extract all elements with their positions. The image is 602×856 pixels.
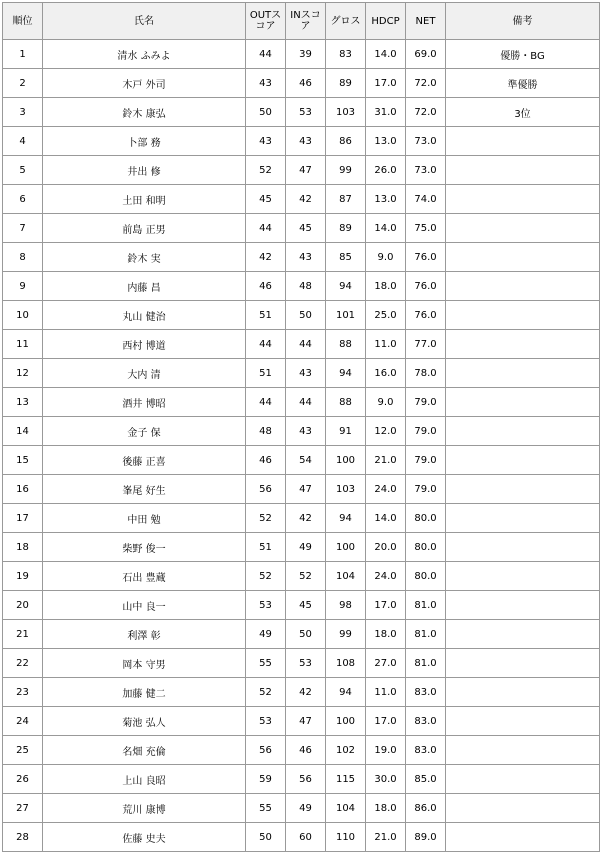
cell-net: 85.0 — [406, 765, 446, 794]
cell-in-score: 56 — [286, 765, 326, 794]
cell-rank: 7 — [3, 214, 43, 243]
cell-note — [446, 475, 600, 504]
table-row — [3, 156, 600, 185]
cell-in-score: 42 — [286, 504, 326, 533]
cell-out-score: 51 — [246, 533, 286, 562]
table-row — [3, 823, 600, 852]
cell-name: 清水 ふみよ — [43, 40, 246, 69]
cell-net: 80.0 — [406, 562, 446, 591]
cell-gross: 103 — [326, 98, 366, 127]
cell-net: 80.0 — [406, 533, 446, 562]
cell-note — [446, 185, 600, 214]
table-row — [3, 69, 600, 98]
cell-name: 前島 正男 — [43, 214, 246, 243]
cell-out-score: 53 — [246, 591, 286, 620]
cell-note — [446, 243, 600, 272]
cell-name: 中田 勉 — [43, 504, 246, 533]
cell-gross: 98 — [326, 591, 366, 620]
table-row — [3, 388, 600, 417]
cell-name: 井出 修 — [43, 156, 246, 185]
cell-rank: 9 — [3, 272, 43, 301]
cell-rank: 24 — [3, 707, 43, 736]
cell-rank: 11 — [3, 330, 43, 359]
cell-net: 74.0 — [406, 185, 446, 214]
cell-note: 3位 — [446, 98, 600, 127]
cell-out-score: 44 — [246, 388, 286, 417]
cell-name: 鈴木 実 — [43, 243, 246, 272]
cell-rank: 6 — [3, 185, 43, 214]
cell-in-score: 43 — [286, 127, 326, 156]
table-row — [3, 475, 600, 504]
cell-out-score: 43 — [246, 69, 286, 98]
cell-hdcp: 13.0 — [366, 127, 406, 156]
cell-net: 83.0 — [406, 736, 446, 765]
cell-name: 西村 博道 — [43, 330, 246, 359]
table-row — [3, 794, 600, 823]
cell-hdcp: 11.0 — [366, 678, 406, 707]
cell-note — [446, 562, 600, 591]
cell-net: 86.0 — [406, 794, 446, 823]
cell-out-score: 45 — [246, 185, 286, 214]
cell-note — [446, 707, 600, 736]
header-rank: 順位 — [3, 3, 43, 40]
cell-hdcp: 24.0 — [366, 562, 406, 591]
cell-hdcp: 24.0 — [366, 475, 406, 504]
cell-in-score: 45 — [286, 214, 326, 243]
table-row — [3, 40, 600, 69]
cell-note — [446, 388, 600, 417]
cell-out-score: 48 — [246, 417, 286, 446]
table-row — [3, 446, 600, 475]
cell-hdcp: 18.0 — [366, 794, 406, 823]
cell-net: 76.0 — [406, 243, 446, 272]
cell-name: 菊池 弘人 — [43, 707, 246, 736]
cell-gross: 101 — [326, 301, 366, 330]
cell-note — [446, 301, 600, 330]
cell-out-score: 52 — [246, 562, 286, 591]
cell-rank: 4 — [3, 127, 43, 156]
cell-rank: 5 — [3, 156, 43, 185]
cell-hdcp: 16.0 — [366, 359, 406, 388]
cell-out-score: 43 — [246, 127, 286, 156]
cell-hdcp: 30.0 — [366, 765, 406, 794]
cell-out-score: 46 — [246, 272, 286, 301]
cell-name: 内藤 昌 — [43, 272, 246, 301]
cell-rank: 20 — [3, 591, 43, 620]
cell-in-score: 46 — [286, 69, 326, 98]
cell-hdcp: 17.0 — [366, 707, 406, 736]
header-hdcp: HDCP — [366, 3, 406, 40]
cell-net: 72.0 — [406, 69, 446, 98]
cell-out-score: 59 — [246, 765, 286, 794]
cell-name: 卜部 務 — [43, 127, 246, 156]
table-row — [3, 678, 600, 707]
header-out-score: OUTスコア — [246, 3, 286, 40]
table-row — [3, 98, 600, 127]
cell-note — [446, 156, 600, 185]
table-row — [3, 243, 600, 272]
cell-rank: 3 — [3, 98, 43, 127]
cell-name: 石出 豊蔵 — [43, 562, 246, 591]
table-row — [3, 185, 600, 214]
cell-in-score: 39 — [286, 40, 326, 69]
table-row — [3, 591, 600, 620]
cell-note — [446, 446, 600, 475]
table-row — [3, 272, 600, 301]
cell-note — [446, 794, 600, 823]
cell-out-score: 52 — [246, 156, 286, 185]
cell-rank: 23 — [3, 678, 43, 707]
cell-name: 柴野 俊一 — [43, 533, 246, 562]
cell-name: 丸山 健治 — [43, 301, 246, 330]
cell-name: 峯尾 好生 — [43, 475, 246, 504]
cell-name: 後藤 正喜 — [43, 446, 246, 475]
cell-net: 83.0 — [406, 707, 446, 736]
cell-gross: 88 — [326, 330, 366, 359]
cell-in-score: 43 — [286, 359, 326, 388]
cell-gross: 104 — [326, 794, 366, 823]
cell-rank: 17 — [3, 504, 43, 533]
cell-net: 79.0 — [406, 446, 446, 475]
cell-net: 81.0 — [406, 649, 446, 678]
cell-rank: 27 — [3, 794, 43, 823]
cell-hdcp: 27.0 — [366, 649, 406, 678]
header-row — [3, 3, 600, 40]
cell-name: 山中 良一 — [43, 591, 246, 620]
cell-name: 加藤 健二 — [43, 678, 246, 707]
cell-name: 岡本 守男 — [43, 649, 246, 678]
cell-hdcp: 19.0 — [366, 736, 406, 765]
cell-gross: 102 — [326, 736, 366, 765]
cell-rank: 18 — [3, 533, 43, 562]
cell-net: 79.0 — [406, 417, 446, 446]
cell-in-score: 44 — [286, 330, 326, 359]
cell-net: 79.0 — [406, 475, 446, 504]
cell-net: 69.0 — [406, 40, 446, 69]
cell-in-score: 54 — [286, 446, 326, 475]
cell-out-score: 44 — [246, 330, 286, 359]
cell-hdcp: 17.0 — [366, 591, 406, 620]
cell-name: 利澤 彰 — [43, 620, 246, 649]
table-row — [3, 330, 600, 359]
cell-note — [446, 214, 600, 243]
cell-gross: 94 — [326, 272, 366, 301]
cell-net: 81.0 — [406, 591, 446, 620]
cell-rank: 14 — [3, 417, 43, 446]
cell-net: 89.0 — [406, 823, 446, 852]
cell-rank: 15 — [3, 446, 43, 475]
cell-hdcp: 14.0 — [366, 214, 406, 243]
cell-note — [446, 127, 600, 156]
cell-out-score: 46 — [246, 446, 286, 475]
cell-rank: 16 — [3, 475, 43, 504]
cell-out-score: 55 — [246, 649, 286, 678]
table-header — [3, 3, 600, 40]
table-row — [3, 301, 600, 330]
cell-out-score: 55 — [246, 794, 286, 823]
cell-gross: 115 — [326, 765, 366, 794]
cell-in-score: 47 — [286, 707, 326, 736]
cell-gross: 89 — [326, 214, 366, 243]
cell-note — [446, 417, 600, 446]
cell-note — [446, 736, 600, 765]
cell-net: 75.0 — [406, 214, 446, 243]
cell-gross: 100 — [326, 707, 366, 736]
cell-net: 80.0 — [406, 504, 446, 533]
table-row — [3, 707, 600, 736]
cell-gross: 104 — [326, 562, 366, 591]
cell-name: 土田 和明 — [43, 185, 246, 214]
cell-out-score: 50 — [246, 823, 286, 852]
table-row — [3, 765, 600, 794]
cell-out-score: 42 — [246, 243, 286, 272]
cell-rank: 28 — [3, 823, 43, 852]
cell-rank: 21 — [3, 620, 43, 649]
cell-note — [446, 272, 600, 301]
cell-note — [446, 504, 600, 533]
cell-gross: 94 — [326, 504, 366, 533]
cell-gross: 87 — [326, 185, 366, 214]
table-row — [3, 214, 600, 243]
cell-rank: 2 — [3, 69, 43, 98]
cell-gross: 94 — [326, 359, 366, 388]
cell-out-score: 50 — [246, 98, 286, 127]
cell-hdcp: 17.0 — [366, 69, 406, 98]
cell-in-score: 53 — [286, 649, 326, 678]
cell-in-score: 50 — [286, 620, 326, 649]
cell-hdcp: 26.0 — [366, 156, 406, 185]
cell-rank: 10 — [3, 301, 43, 330]
cell-gross: 83 — [326, 40, 366, 69]
cell-out-score: 44 — [246, 40, 286, 69]
cell-note — [446, 591, 600, 620]
cell-rank: 26 — [3, 765, 43, 794]
table-body — [3, 40, 600, 852]
cell-in-score: 43 — [286, 243, 326, 272]
cell-gross: 99 — [326, 620, 366, 649]
cell-gross: 103 — [326, 475, 366, 504]
cell-out-score: 51 — [246, 301, 286, 330]
cell-gross: 89 — [326, 69, 366, 98]
cell-name: 酒井 博昭 — [43, 388, 246, 417]
table-row — [3, 127, 600, 156]
cell-gross: 86 — [326, 127, 366, 156]
table-row — [3, 562, 600, 591]
cell-hdcp: 14.0 — [366, 40, 406, 69]
cell-name: 金子 保 — [43, 417, 246, 446]
header-note: 備考 — [446, 3, 600, 40]
header-in-score: INスコア — [286, 3, 326, 40]
cell-hdcp: 31.0 — [366, 98, 406, 127]
cell-gross: 100 — [326, 446, 366, 475]
cell-out-score: 49 — [246, 620, 286, 649]
cell-rank: 8 — [3, 243, 43, 272]
cell-out-score: 53 — [246, 707, 286, 736]
cell-gross: 108 — [326, 649, 366, 678]
table-row — [3, 649, 600, 678]
cell-in-score: 60 — [286, 823, 326, 852]
cell-hdcp: 21.0 — [366, 446, 406, 475]
cell-note — [446, 359, 600, 388]
cell-out-score: 44 — [246, 214, 286, 243]
cell-net: 76.0 — [406, 301, 446, 330]
cell-rank: 12 — [3, 359, 43, 388]
cell-in-score: 49 — [286, 794, 326, 823]
cell-name: 大内 清 — [43, 359, 246, 388]
cell-net: 77.0 — [406, 330, 446, 359]
header-gross: グロス — [326, 3, 366, 40]
cell-in-score: 48 — [286, 272, 326, 301]
cell-gross: 99 — [326, 156, 366, 185]
cell-hdcp: 18.0 — [366, 272, 406, 301]
results-table — [2, 2, 600, 852]
cell-in-score: 42 — [286, 678, 326, 707]
cell-name: 鈴木 康弘 — [43, 98, 246, 127]
table-row — [3, 359, 600, 388]
cell-hdcp: 9.0 — [366, 243, 406, 272]
cell-hdcp: 12.0 — [366, 417, 406, 446]
cell-gross: 88 — [326, 388, 366, 417]
cell-net: 73.0 — [406, 156, 446, 185]
cell-note: 優勝・BG — [446, 40, 600, 69]
cell-hdcp: 21.0 — [366, 823, 406, 852]
cell-rank: 22 — [3, 649, 43, 678]
cell-in-score: 47 — [286, 156, 326, 185]
cell-hdcp: 20.0 — [366, 533, 406, 562]
header-net: NET — [406, 3, 446, 40]
cell-gross: 100 — [326, 533, 366, 562]
cell-hdcp: 9.0 — [366, 388, 406, 417]
cell-in-score: 45 — [286, 591, 326, 620]
cell-gross: 110 — [326, 823, 366, 852]
cell-name: 荒川 康博 — [43, 794, 246, 823]
cell-hdcp: 14.0 — [366, 504, 406, 533]
cell-out-score: 52 — [246, 678, 286, 707]
cell-net: 81.0 — [406, 620, 446, 649]
cell-in-score: 44 — [286, 388, 326, 417]
cell-in-score: 52 — [286, 562, 326, 591]
cell-net: 83.0 — [406, 678, 446, 707]
cell-net: 73.0 — [406, 127, 446, 156]
table-row — [3, 736, 600, 765]
cell-out-score: 56 — [246, 736, 286, 765]
cell-rank: 13 — [3, 388, 43, 417]
cell-in-score: 43 — [286, 417, 326, 446]
cell-in-score: 53 — [286, 98, 326, 127]
cell-in-score: 46 — [286, 736, 326, 765]
cell-hdcp: 11.0 — [366, 330, 406, 359]
cell-rank: 25 — [3, 736, 43, 765]
cell-in-score: 47 — [286, 475, 326, 504]
cell-hdcp: 18.0 — [366, 620, 406, 649]
cell-name: 佐藤 史夫 — [43, 823, 246, 852]
cell-name: 名畑 充倫 — [43, 736, 246, 765]
cell-note — [446, 330, 600, 359]
table-row — [3, 504, 600, 533]
cell-gross: 94 — [326, 678, 366, 707]
cell-out-score: 52 — [246, 504, 286, 533]
cell-note — [446, 649, 600, 678]
cell-net: 79.0 — [406, 388, 446, 417]
cell-net: 78.0 — [406, 359, 446, 388]
cell-name: 木戸 外司 — [43, 69, 246, 98]
table-row — [3, 533, 600, 562]
cell-out-score: 56 — [246, 475, 286, 504]
cell-rank: 19 — [3, 562, 43, 591]
cell-hdcp: 13.0 — [366, 185, 406, 214]
cell-name: 上山 良昭 — [43, 765, 246, 794]
cell-note — [446, 620, 600, 649]
cell-in-score: 42 — [286, 185, 326, 214]
cell-rank: 1 — [3, 40, 43, 69]
cell-out-score: 51 — [246, 359, 286, 388]
table-row — [3, 417, 600, 446]
cell-net: 76.0 — [406, 272, 446, 301]
cell-note: 準優勝 — [446, 69, 600, 98]
header-name: 氏名 — [43, 3, 246, 40]
cell-gross: 85 — [326, 243, 366, 272]
cell-gross: 91 — [326, 417, 366, 446]
table-row — [3, 620, 600, 649]
cell-hdcp: 25.0 — [366, 301, 406, 330]
cell-in-score: 49 — [286, 533, 326, 562]
cell-note — [446, 823, 600, 852]
cell-in-score: 50 — [286, 301, 326, 330]
cell-note — [446, 533, 600, 562]
cell-note — [446, 765, 600, 794]
cell-net: 72.0 — [406, 98, 446, 127]
cell-note — [446, 678, 600, 707]
